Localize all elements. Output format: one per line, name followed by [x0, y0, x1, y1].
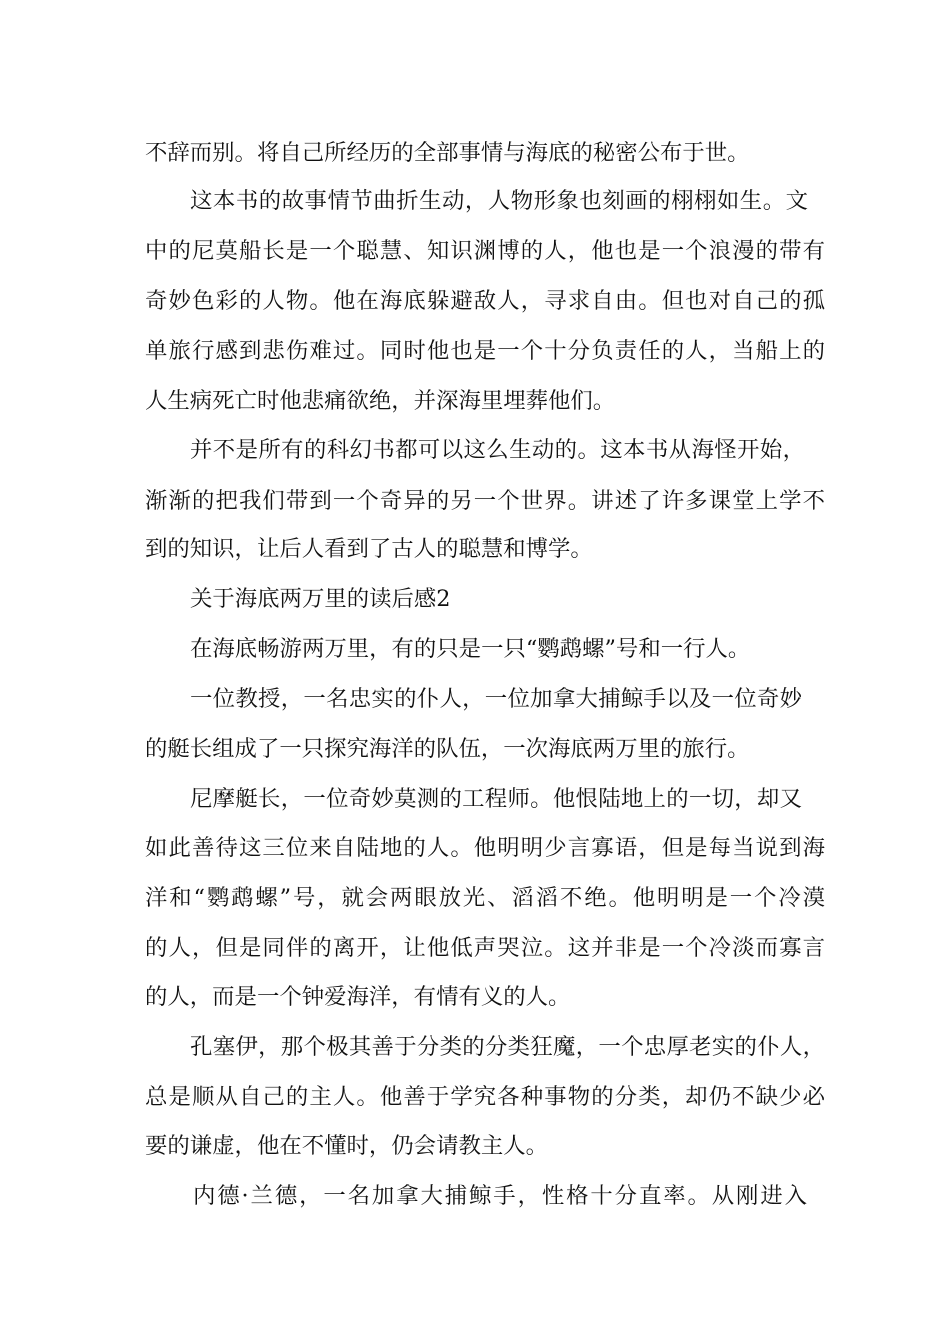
paragraph-first-line: 孔塞伊，那个极其善于分类的分类狂魔，一个忠厚老实的仆人，	[190, 1034, 825, 1060]
text-line: 要的谦虚，他在不懂时，仍会请教主人。	[145, 1133, 549, 1159]
text-line: 的人，而是一个钟爱海洋，有情有义的人。	[145, 984, 571, 1010]
text-line: 人生病死亡时他悲痛欲绝，并深海里埋葬他们。	[145, 388, 616, 414]
paragraph-first-line: 一位教授，一名忠实的仆人，一位加拿大捕鲸手以及一位奇妙	[190, 686, 802, 712]
text-line: 总是顺从自己的主人。他善于学究各种事物的分类，却仍不缺少必	[145, 1084, 825, 1110]
text-line: 的人，但是同伴的离开，让他低声哭泣。这并非是一个冷淡而寡言	[145, 935, 825, 961]
section-heading: 关于海底两万里的读后感2	[190, 586, 451, 612]
text-line: 渐渐的把我们带到一个奇异的另一个世界。讲述了许多课堂上学不	[145, 488, 825, 514]
text-line: 中的尼莫船长是一个聪慧、知识渊博的人，他也是一个浪漫的带有	[145, 238, 825, 264]
text-line: 的艇长组成了一只探究海洋的队伍，一次海底两万里的旅行。	[145, 736, 750, 762]
paragraph-first-line: 这本书的故事情节曲折生动，人物形象也刻画的栩栩如生。文	[190, 188, 808, 214]
text-line: 不辞而别。将自己所经历的全部事情与海底的秘密公布于世。	[145, 140, 750, 166]
text-line: 到的知识，让后人看到了古人的聪慧和博学。	[145, 536, 593, 562]
text-line: 洋和“鹦鹉螺”号，就会两眼放光、滔滔不绝。他明明是一个冷漠	[145, 885, 825, 911]
text-line: 如此善待这三位来自陆地的人。他明明少言寡语，但是每当说到海	[145, 835, 825, 861]
paragraph-first-line: 并不是所有的科幻书都可以这么生动的。这本书从海怪开始，	[190, 437, 805, 463]
text-line: 单旅行感到悲伤难过。同时他也是一个十分负责任的人，当船上的	[145, 338, 825, 364]
paragraph-first-line: 内德·兰德，一名加拿大捕鲸手，性格十分直率。从刚进入	[193, 1183, 807, 1209]
paragraph-first-line: 尼摩艇长，一位奇妙莫测的工程师。他恨陆地上的一切，却又	[190, 786, 802, 812]
paragraph-first-line: 在海底畅游两万里，有的只是一只“鹦鹉螺”号和一行人。	[190, 636, 751, 662]
text-line: 奇妙色彩的人物。他在海底躲避敌人，寻求自由。但也对自己的孤	[145, 288, 825, 314]
